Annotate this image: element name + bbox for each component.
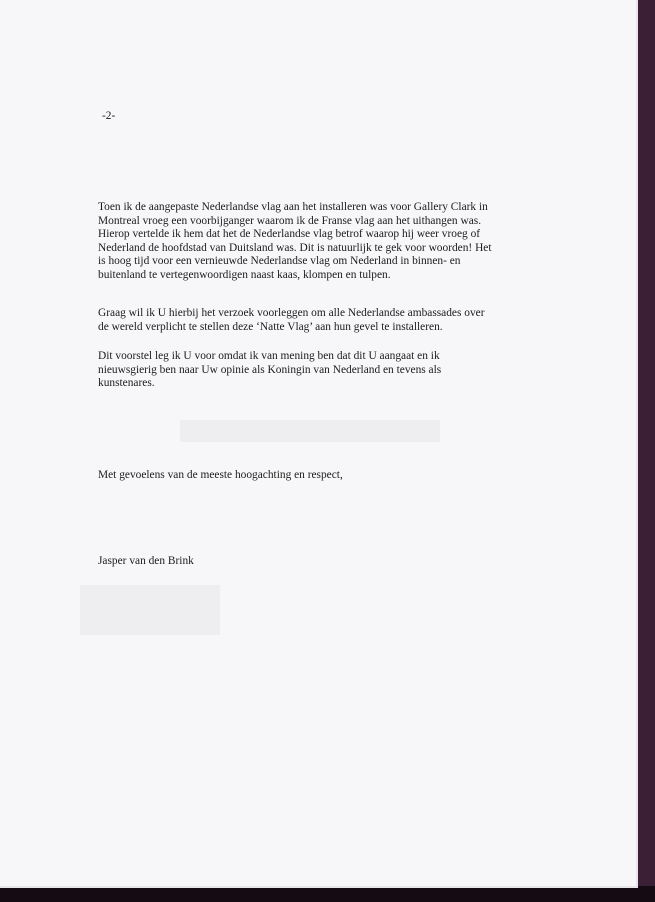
paragraph-line: Hierop vertelde ik hem dat het de Nederlandse vlag betrof waarop hij weer vroeg of: [98, 228, 481, 241]
page-number: -2-: [102, 110, 116, 122]
paragraph-3: [98, 350, 558, 391]
paragraph-line: buitenland te vertegenwoordigen naast kaas, klompen en tulpen.: [98, 268, 391, 281]
scan-smudge: [180, 420, 440, 442]
paragraph-2: [98, 307, 558, 334]
paragraph-1: [98, 201, 558, 283]
scan-smudge: [80, 585, 220, 635]
paragraph-line: Dit voorstel leg ik U voor omdat ik van mening ben dat dit U aangaat en ik: [98, 350, 440, 362]
paragraph-line: kunstenares.: [98, 377, 155, 390]
paragraph-line: Toen ik de aangepaste Nederlandse vlag aan het installeren was voor Gallery Clark in: [98, 201, 488, 213]
paragraph-line: Montreal vroeg een voorbijganger waarom ik de Franse vlag aan het uithangen was.: [98, 214, 482, 227]
scanner-edge-right: [638, 0, 655, 902]
signature-name: Jasper van den Brink: [98, 555, 194, 567]
scanner-edge-bottom: [0, 886, 655, 902]
paragraph-line: Nederland de hoofdstad van Duitsland was. Dit is natuurlijk te gek voor woorden! Het: [98, 241, 492, 254]
paragraph-line: is hoog tijd voor een vernieuwde Nederlandse vlag om Nederland in binnen- en: [98, 255, 461, 268]
paragraph-line: Graag wil ik U hierbij het verzoek voorleggen om alle Nederlandse ambassades over: [98, 307, 485, 319]
paragraph-line: de wereld verplicht te stellen deze ‘Natte Vlag’ aan hun gevel te installeren.: [98, 320, 443, 333]
paragraph-line: nieuwsgierig ben naar Uw opinie als Koningin van Nederland en tevens als: [98, 363, 442, 376]
closing-line: Met gevoelens van de meeste hoogachting en respect,: [98, 469, 343, 481]
